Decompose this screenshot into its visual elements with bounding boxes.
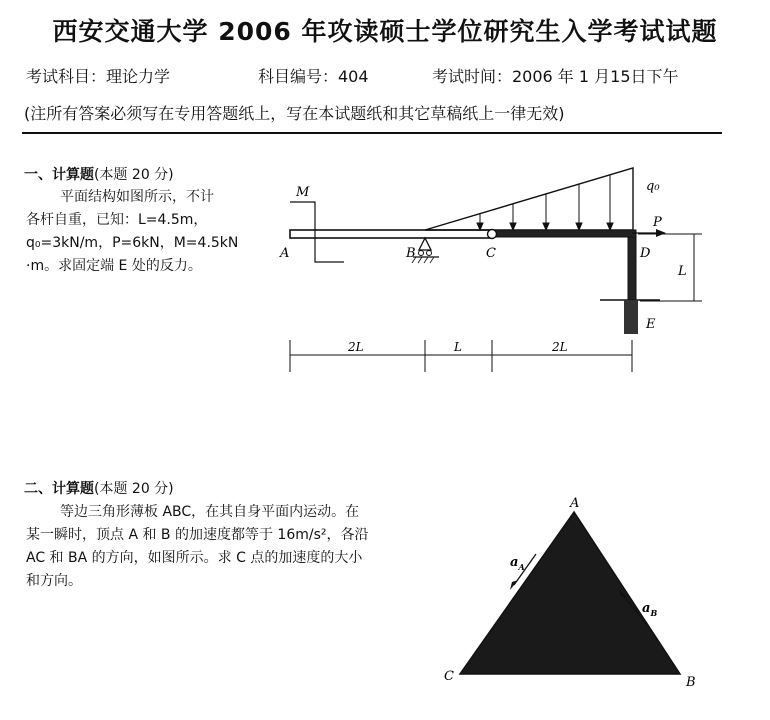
q1-line-3: q₀=3kN/m，P=6kN，M=4.5kN xyxy=(26,235,239,251)
q2-line-1: 等边三角形薄板 ABC，在其自身平面内运动。在 xyxy=(60,504,360,520)
dimension-2l-left: 2L xyxy=(348,340,364,354)
label-ab-main: a xyxy=(642,601,651,616)
q1-heading xyxy=(24,164,174,184)
exam-notice: (注所有答案必须写在专用答题纸上，写在本试题纸和其它草稿纸上一律无效) xyxy=(24,104,565,123)
label-ab xyxy=(642,601,657,618)
label-aa-sub: A xyxy=(518,562,525,572)
exam-time: 考试时间：2006 年 1 月15日下午 xyxy=(432,67,679,86)
q2-points: (本题 20 分) xyxy=(94,481,174,497)
vertex-label-a: A xyxy=(570,496,580,511)
label-aa xyxy=(510,555,525,572)
q2-line-4: 和方向。 xyxy=(26,573,82,589)
exam-code: 科目编号：404 xyxy=(258,67,369,86)
beam-ac xyxy=(290,230,492,238)
hinge-c xyxy=(488,230,497,239)
exam-title: 西安交通大学 2006 年攻读硕士学位研究生入学考试试题 xyxy=(52,17,718,46)
load-arrows xyxy=(477,175,613,230)
label-aa-main: a xyxy=(510,555,519,570)
label-e: E xyxy=(646,317,656,332)
q1-line-1: 平面结构如图所示，不计 xyxy=(60,189,214,205)
vertex-label-b: B xyxy=(686,675,696,690)
dimension-2l-right: 2L xyxy=(552,340,568,354)
label-ab-sub: B xyxy=(650,608,658,618)
label-d: D xyxy=(640,246,651,261)
q1-line-4: ·m。求固定端 E 处的反力。 xyxy=(26,258,202,274)
exam-subject: 考试科目：理论力学 xyxy=(26,67,171,86)
dimension-l-middle: L xyxy=(454,340,462,354)
q2-body xyxy=(26,501,446,593)
header-divider xyxy=(22,132,722,134)
q1-points: (本题 20 分) xyxy=(94,167,174,183)
roller-support-b xyxy=(412,238,439,263)
q1-heading-label: 一、计算题 xyxy=(24,167,94,183)
triangle-plate-abc xyxy=(460,512,680,674)
vertex-label-c: C xyxy=(444,669,454,684)
q1-structure-figure xyxy=(270,160,730,380)
label-c: C xyxy=(486,246,496,261)
q2-line-3: AC 和 BA 的方向，如图所示。求 C 点的加速度的大小 xyxy=(26,550,363,566)
label-m: M xyxy=(296,185,310,200)
label-q0: q₀ xyxy=(646,179,660,194)
beam-cd xyxy=(492,230,636,237)
fixed-support-e xyxy=(624,300,638,334)
couple-m xyxy=(290,202,344,262)
q2-line-2: 某一瞬时，顶点 A 和 B 的加速度都等于 16m/s²，各沿 xyxy=(26,527,369,543)
label-l-vertical: L xyxy=(678,264,687,279)
dimension-l-vertical xyxy=(638,234,702,301)
force-p xyxy=(632,229,666,237)
q1-line-2: 各杆自重，已知：L=4.5m， xyxy=(26,212,208,228)
q1-body xyxy=(26,186,276,278)
label-a: A xyxy=(280,246,290,261)
q2-heading xyxy=(24,478,174,498)
label-p: P xyxy=(653,215,662,230)
q2-triangle-figure xyxy=(430,490,720,700)
q2-heading-label: 二、计算题 xyxy=(24,481,94,497)
label-b: B xyxy=(406,246,416,261)
distributed-load-triangle xyxy=(425,168,633,230)
